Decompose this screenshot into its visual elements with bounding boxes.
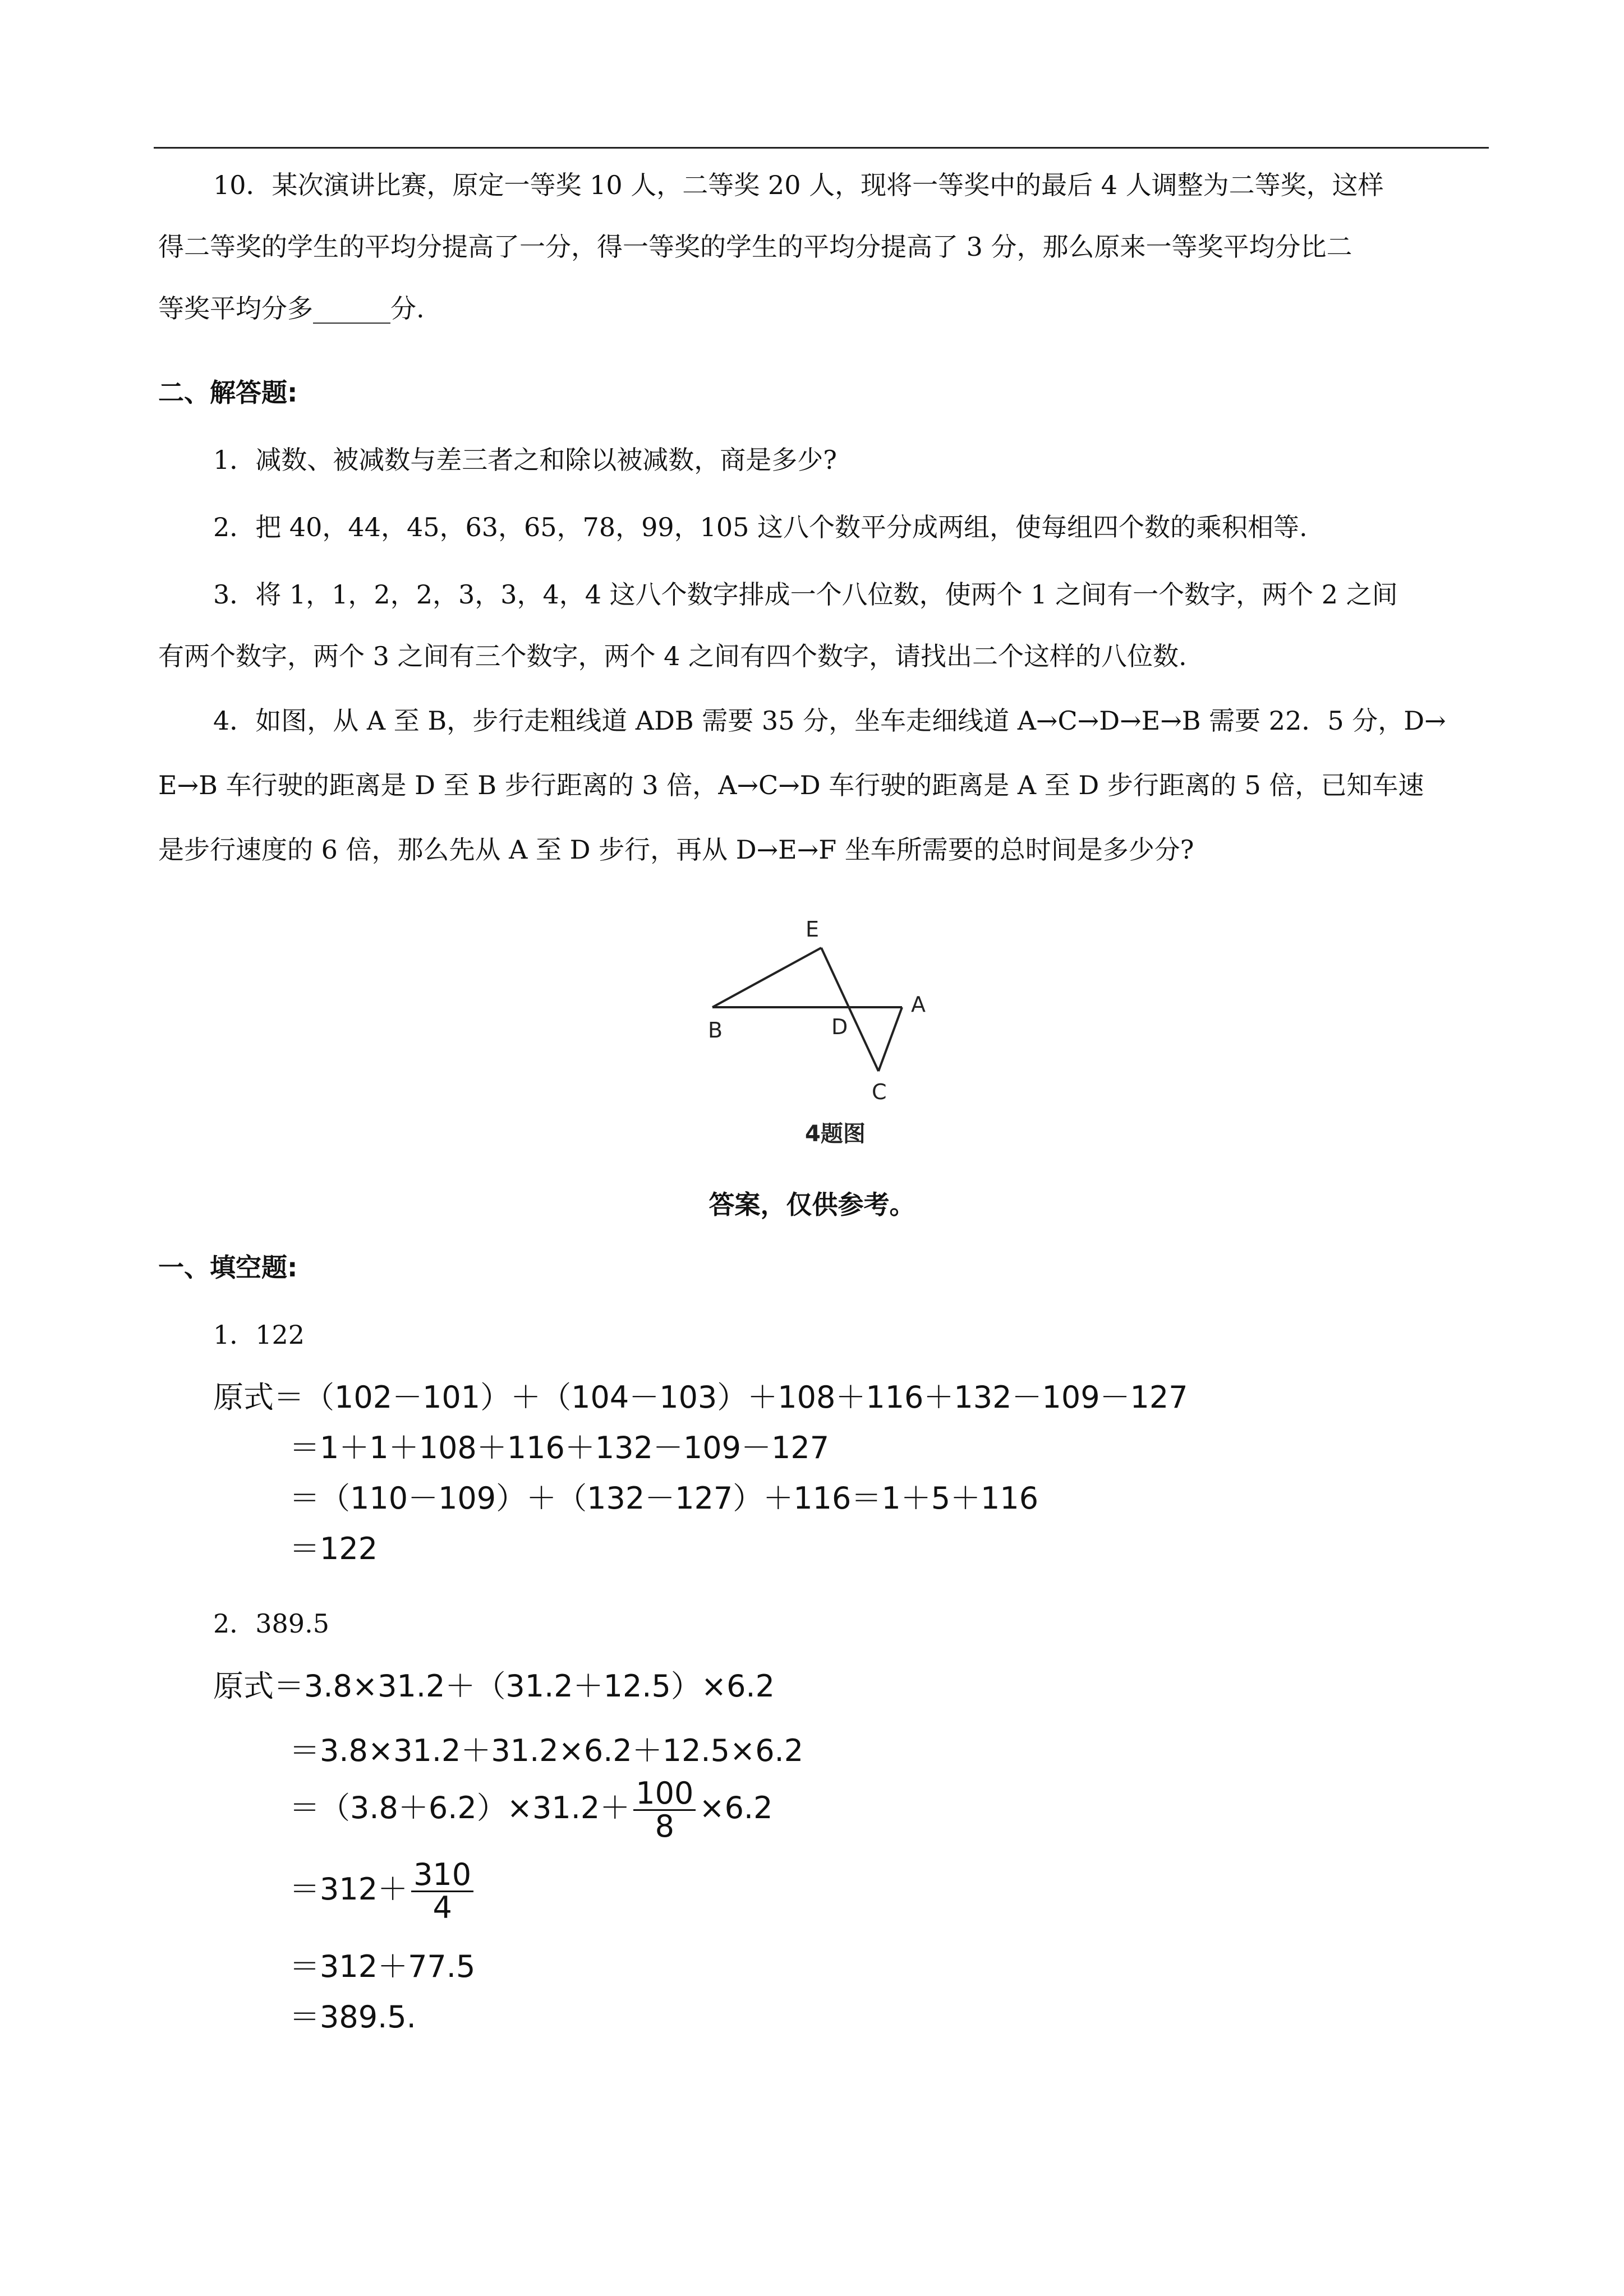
line-b-e: [712, 948, 821, 1007]
answer-1-step3: ＝（110－109）＋（132－127）＋116＝1＋5＋116: [289, 1481, 1039, 1516]
label-d: D: [831, 1015, 848, 1039]
fraction-denominator: 8: [655, 1809, 674, 1844]
answer-1-title: 1．122: [213, 1320, 305, 1350]
fraction-310-4: [411, 1859, 473, 1924]
label-a: A: [911, 992, 926, 1017]
fraction-denominator: 4: [433, 1890, 452, 1925]
question-1: 1．减数、被减数与差三者之和除以被减数，商是多少?: [213, 445, 837, 475]
question-3-line2: 有两个数字，两个 3 之间有三个数字，两个 4 之间有四个数字，请找出二个这样的八位数.: [158, 641, 1187, 671]
section1-heading: 一、填空题:: [158, 1252, 298, 1283]
problem10-line3: 等奖平均分多______分.: [158, 293, 425, 324]
header-rule: [154, 147, 1489, 149]
answer-1-step4: ＝122: [289, 1531, 378, 1566]
question-4-line3: 是步行速度的 6 倍，那么先从 A 至 D 步行，再从 D→E→F 坐车所需要的总时间是多少分?: [158, 835, 1194, 865]
answer-2-step4-pre: ＝312＋: [289, 1871, 408, 1907]
answer-2-title: 2．389.5: [213, 1608, 329, 1639]
label-b: B: [708, 1018, 723, 1043]
answer-2-step3: [289, 1778, 772, 1842]
answer-2-step4: [289, 1859, 477, 1924]
question-3-line1: 3．将 1，1，2，2，3，3，4，4 这八个数字排成一个八位数，使两个 1 之间有一个数字，两个 2 之间: [213, 579, 1398, 610]
answers-heading: 答案，仅供参考。: [709, 1190, 915, 1220]
line-c-a: [878, 1007, 902, 1071]
problem10-line1: 10．某次演讲比赛，原定一等奖 10 人，二等奖 20 人，现将一等奖中的最后 4 人调整为二等奖，这样: [213, 170, 1384, 200]
label-c: C: [872, 1080, 887, 1104]
answer-1-step2: ＝1＋1＋108＋116＋132－109－127: [289, 1430, 830, 1465]
answer-2-step5: ＝312＋77.5: [289, 1949, 476, 1984]
answer-2-step3-pre: ＝（3.8＋6.2）×31.2＋: [289, 1790, 631, 1826]
fraction-numerator: 310: [411, 1859, 473, 1892]
answer-2-step6: ＝389.5.: [289, 1999, 416, 2035]
fraction-100-8: [633, 1778, 696, 1842]
answer-2-step2: ＝3.8×31.2＋31.2×6.2＋12.5×6.2: [289, 1733, 804, 1768]
answer-1-step1: 原式＝（102－101）＋（104－103）＋108＋116＋132－109－127: [213, 1380, 1188, 1415]
fraction-numerator: 100: [633, 1778, 696, 1811]
answer-2-step3-post: ×6.2: [699, 1790, 773, 1826]
triangle-figure: [696, 903, 965, 1167]
section2-heading: 二、解答题:: [158, 377, 298, 408]
problem10-line2: 得二等奖的学生的平均分提高了一分，得一等奖的学生的平均分提高了 3 分，那么原来一等奖平均分比二: [158, 232, 1352, 262]
question-2: 2．把 40，44，45，63，65，78，99，105 这八个数平分成两组，使每组四个数的乘积相等.: [213, 512, 1308, 542]
answer-2-step1: 原式＝3.8×31.2＋（31.2＋12.5）×6.2: [213, 1668, 775, 1704]
line-e-c: [821, 948, 878, 1071]
question-4-line1: 4．如图，从 A 至 B，步行走粗线道 ADB 需要 35 分，坐车走细线道 A→C→D→E→B 需要 22．5 分，D→: [213, 706, 1446, 736]
label-e: E: [806, 917, 820, 942]
figure-caption: 4题图: [805, 1121, 866, 1147]
question-4-line2: E→B 车行驶的距离是 D 至 B 步行距离的 3 倍，A→C→D 车行驶的距离是 A 至 D 步行距离的 5 倍，已知车速: [158, 770, 1424, 800]
